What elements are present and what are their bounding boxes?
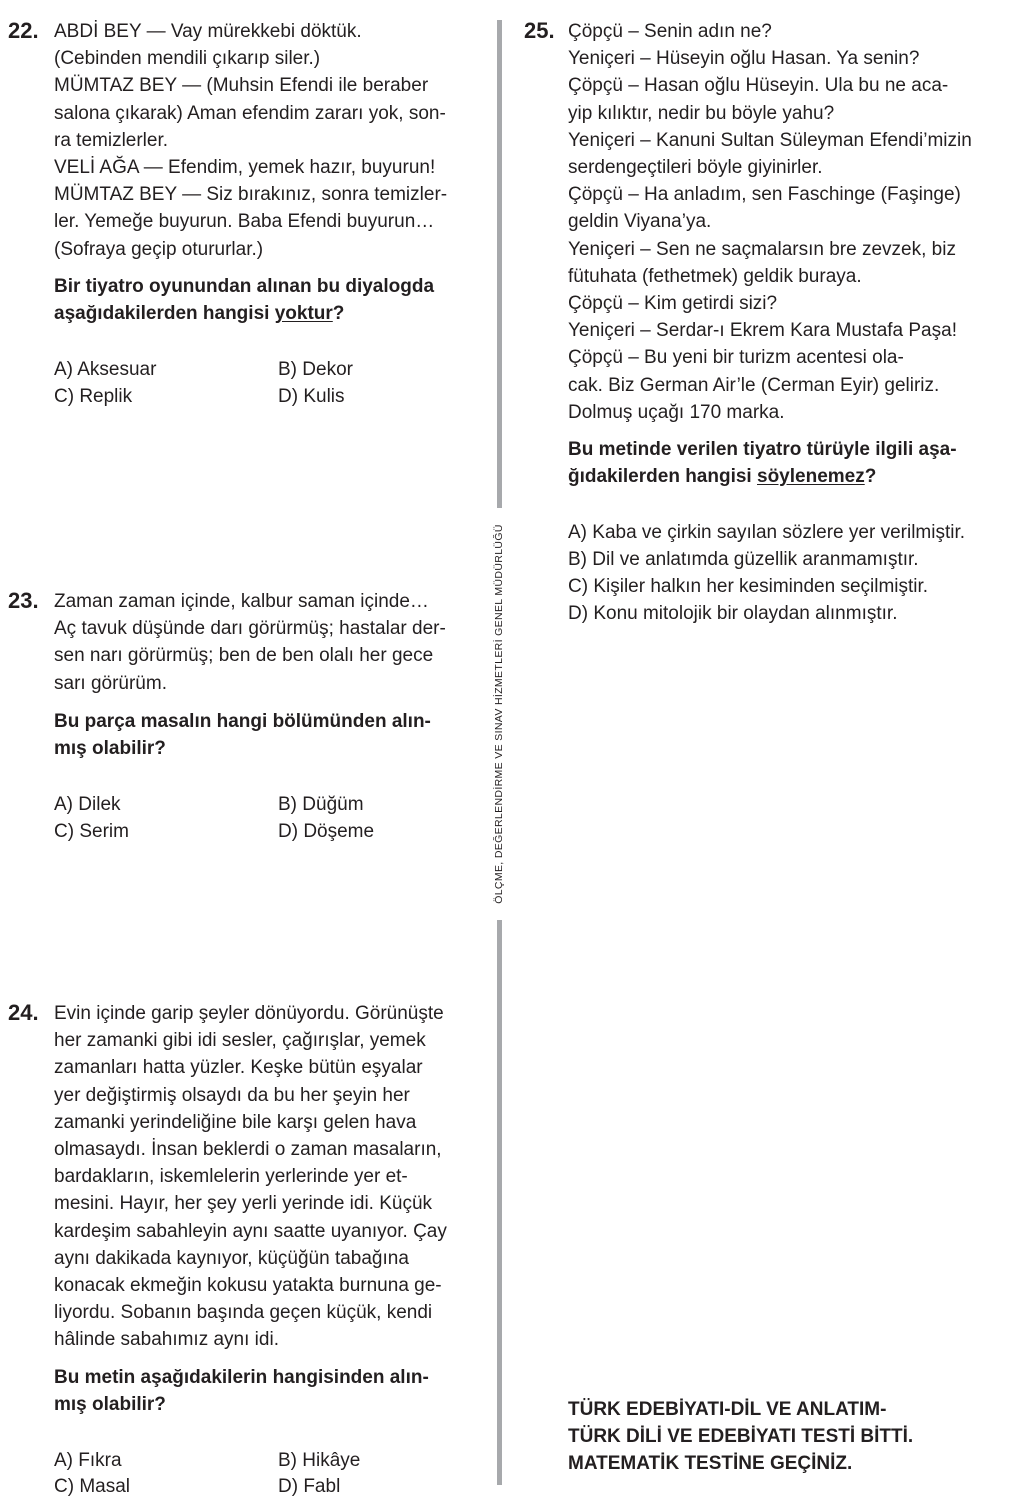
option-a[interactable]: A) Fıkra	[54, 1450, 122, 1471]
end-line: TÜRK EDEBİYATI-DİL VE ANLATIM-	[568, 1399, 887, 1420]
option-c[interactable]: C) Kişiler halkın her kesiminden seçilmiştir.	[568, 576, 929, 597]
stem-line: serdengeçtileri böyle giyinirler.	[568, 157, 823, 179]
option-b[interactable]: B) Düğüm	[278, 794, 364, 815]
option-b[interactable]: B) Dil ve anlatımda güzellik aranmamıştır.	[568, 549, 919, 570]
prompt-line: mış olabilir?	[54, 738, 166, 760]
column-divider-bottom	[497, 920, 502, 1485]
stem-line: ABDİ BEY — Vay mürekkebi döktük.	[54, 21, 362, 42]
option-c[interactable]: C) Replik	[54, 386, 133, 407]
stem-line: hâlinde sabahımız aynı idi.	[54, 1329, 279, 1351]
stem-line: Çöpçü – Hasan oğlu Hüseyin. Ula bu ne aca-	[568, 75, 949, 97]
stem-line: (Cebinden mendili çıkarıp siler.)	[54, 48, 321, 70]
prompt-line: Bu metinde verilen tiyatro türüyle ilgili aşa-	[568, 439, 957, 460]
stem-line: MÜMTAZ BEY — Siz bırakınız, sonra temizler-	[54, 184, 448, 206]
option-c[interactable]: C) Masal	[54, 1476, 131, 1497]
prompt-text: ğıdakilerden hangisi	[568, 466, 757, 488]
prompt-keyword: yoktur	[274, 303, 333, 325]
stem-line: zamanları hatta yüzler. Keşke bütün eşyalar	[54, 1057, 423, 1079]
option-a[interactable]: A) Kaba ve çirkin sayılan sözlere yer verilmiştir.	[568, 522, 966, 543]
stem-line: VELİ AĞA — Efendim, yemek hazır, buyurun!	[54, 157, 436, 179]
stem-line: aynı dakikada kaynıyor, küçüğün tabağına	[54, 1247, 409, 1269]
option-d[interactable]: D) Döşeme	[278, 821, 375, 842]
question-23-prompt	[54, 708, 431, 762]
test-end-note	[568, 1396, 913, 1478]
stem-line: Yeniçeri – Hüseyin oğlu Hasan. Ya senin?	[568, 48, 920, 70]
stem-line: konacak ekmeğin kokusu yatakta burnuna ge-	[54, 1275, 442, 1297]
stem-line: Aç tavuk düşünde darı görürmüş; hastalar der-	[54, 618, 446, 640]
stem-line: (Sofraya geçip otururlar.)	[54, 238, 264, 260]
prompt-line: Bu metin aşağıdakilerin hangisinden alın-	[54, 1367, 429, 1388]
stem-line: bardakların, iskemlelerin yerlerinde yer et-	[54, 1166, 408, 1188]
option-b[interactable]: B) Hikâye	[278, 1450, 361, 1471]
question-25-prompt	[568, 436, 957, 490]
prompt-mark: ?	[332, 303, 345, 325]
question-24-stem	[54, 1000, 447, 1354]
column-divider-top	[497, 20, 502, 508]
stem-line: ler. Yemeğe buyurun. Baba Efendi buyurun…	[54, 211, 435, 233]
stem-line: sarı görürüm.	[54, 672, 167, 694]
stem-line: liyordu. Sobanın başında geçen küçük, kendi	[54, 1302, 433, 1324]
prompt-line	[568, 463, 957, 490]
question-24-prompt	[54, 1364, 429, 1418]
question-22-stem	[54, 18, 447, 263]
option-a[interactable]: A) Dilek	[54, 794, 121, 815]
stem-line: mesini. Hayır, her şey yerli yerinde idi. Küçük	[54, 1193, 433, 1215]
stem-line: olmasaydı. İnsan beklerdi o zaman masaların,	[54, 1139, 442, 1161]
stem-line: Yeniçeri – Kanuni Sultan Süleyman Efendi’mizin	[568, 129, 972, 151]
stem-line: Yeniçeri – Sen ne saçmalarsın bre zevzek, biz	[568, 238, 956, 260]
stem-line: yip kılıktır, nedir bu böyle yahu?	[568, 102, 835, 124]
stem-line: ra temizlerler.	[54, 129, 169, 151]
end-line: TÜRK DİLİ VE EDEBİYATI TESTİ BİTTİ.	[568, 1426, 914, 1448]
stem-line: Dolmuş uçağı 170 marka.	[568, 401, 785, 423]
question-23-number: 23.	[8, 588, 39, 613]
side-label: ÖLÇME, DEĞERLENDİRME VE SINAV HİZMETLERİ GENEL MÜDÜRLÜĞÜ	[493, 524, 505, 904]
stem-line: MÜMTAZ BEY — (Muhsin Efendi ile beraber	[54, 75, 429, 97]
stem-line: salona çıkarak) Aman efendim zararı yok, son-	[54, 102, 446, 124]
prompt-line	[54, 300, 434, 327]
stem-line: Çöpçü – Bu yeni bir turizm acentesi ola-	[568, 347, 904, 369]
option-c[interactable]: C) Serim	[54, 821, 129, 842]
stem-line: Çöpçü – Ha anladım, sen Faschinge (Faşinge)	[568, 184, 961, 206]
stem-line: Yeniçeri – Serdar-ı Ekrem Kara Mustafa Paşa!	[568, 320, 957, 342]
end-line: MATEMATİK TESTİNE GEÇİNİZ.	[568, 1453, 853, 1475]
prompt-mark: ?	[864, 466, 877, 488]
prompt-keyword: söylenemez	[757, 466, 865, 488]
option-d[interactable]: D) Fabl	[278, 1476, 341, 1497]
option-d[interactable]: D) Konu mitolojik bir olaydan alınmıştır.	[568, 603, 898, 624]
stem-line: kardeşim sabahleyin aynı saatte uyanıyor. Çay	[54, 1220, 447, 1242]
option-a[interactable]: A) Aksesuar	[54, 359, 157, 380]
question-25-stem	[568, 18, 972, 426]
prompt-line: Bu parça masalın hangi bölümünden alın-	[54, 711, 431, 732]
stem-line: cak. Biz German Air’le (Cerman Eyir) geliriz.	[568, 374, 940, 396]
option-b[interactable]: B) Dekor	[278, 359, 353, 380]
stem-line: geldin Viyana’ya.	[568, 211, 712, 233]
stem-line: yer değiştirmiş olsaydı da bu her şeyin her	[54, 1084, 410, 1106]
stem-line: sen narı görürmüş; ben de ben olalı her gece	[54, 645, 434, 667]
stem-line: Evin içinde garip şeyler dönüyordu. Görünüşte	[54, 1003, 444, 1024]
stem-line: Çöpçü – Senin adın ne?	[568, 21, 772, 42]
stem-line: zamanki yerindeliğine bile karşı gelen hava	[54, 1111, 417, 1133]
prompt-line: mış olabilir?	[54, 1394, 166, 1416]
question-22-prompt	[54, 273, 434, 327]
stem-line: Çöpçü – Kim getirdi sizi?	[568, 293, 778, 315]
stem-line: her zamanki gibi idi sesler, çağırışlar, yemek	[54, 1030, 426, 1052]
option-d[interactable]: D) Kulis	[278, 386, 345, 407]
question-22-number: 22.	[8, 18, 39, 43]
stem-line: fütuhata (fethetmek) geldik buraya.	[568, 265, 862, 287]
prompt-text: aşağıdakilerden hangisi	[54, 303, 275, 325]
prompt-line: Bir tiyatro oyunundan alınan bu diyalogda	[54, 276, 435, 297]
stem-line: Zaman zaman içinde, kalbur saman içinde…	[54, 591, 429, 612]
question-23-stem	[54, 588, 446, 697]
question-24-number: 24.	[8, 1000, 39, 1025]
question-25-number: 25.	[524, 18, 555, 43]
